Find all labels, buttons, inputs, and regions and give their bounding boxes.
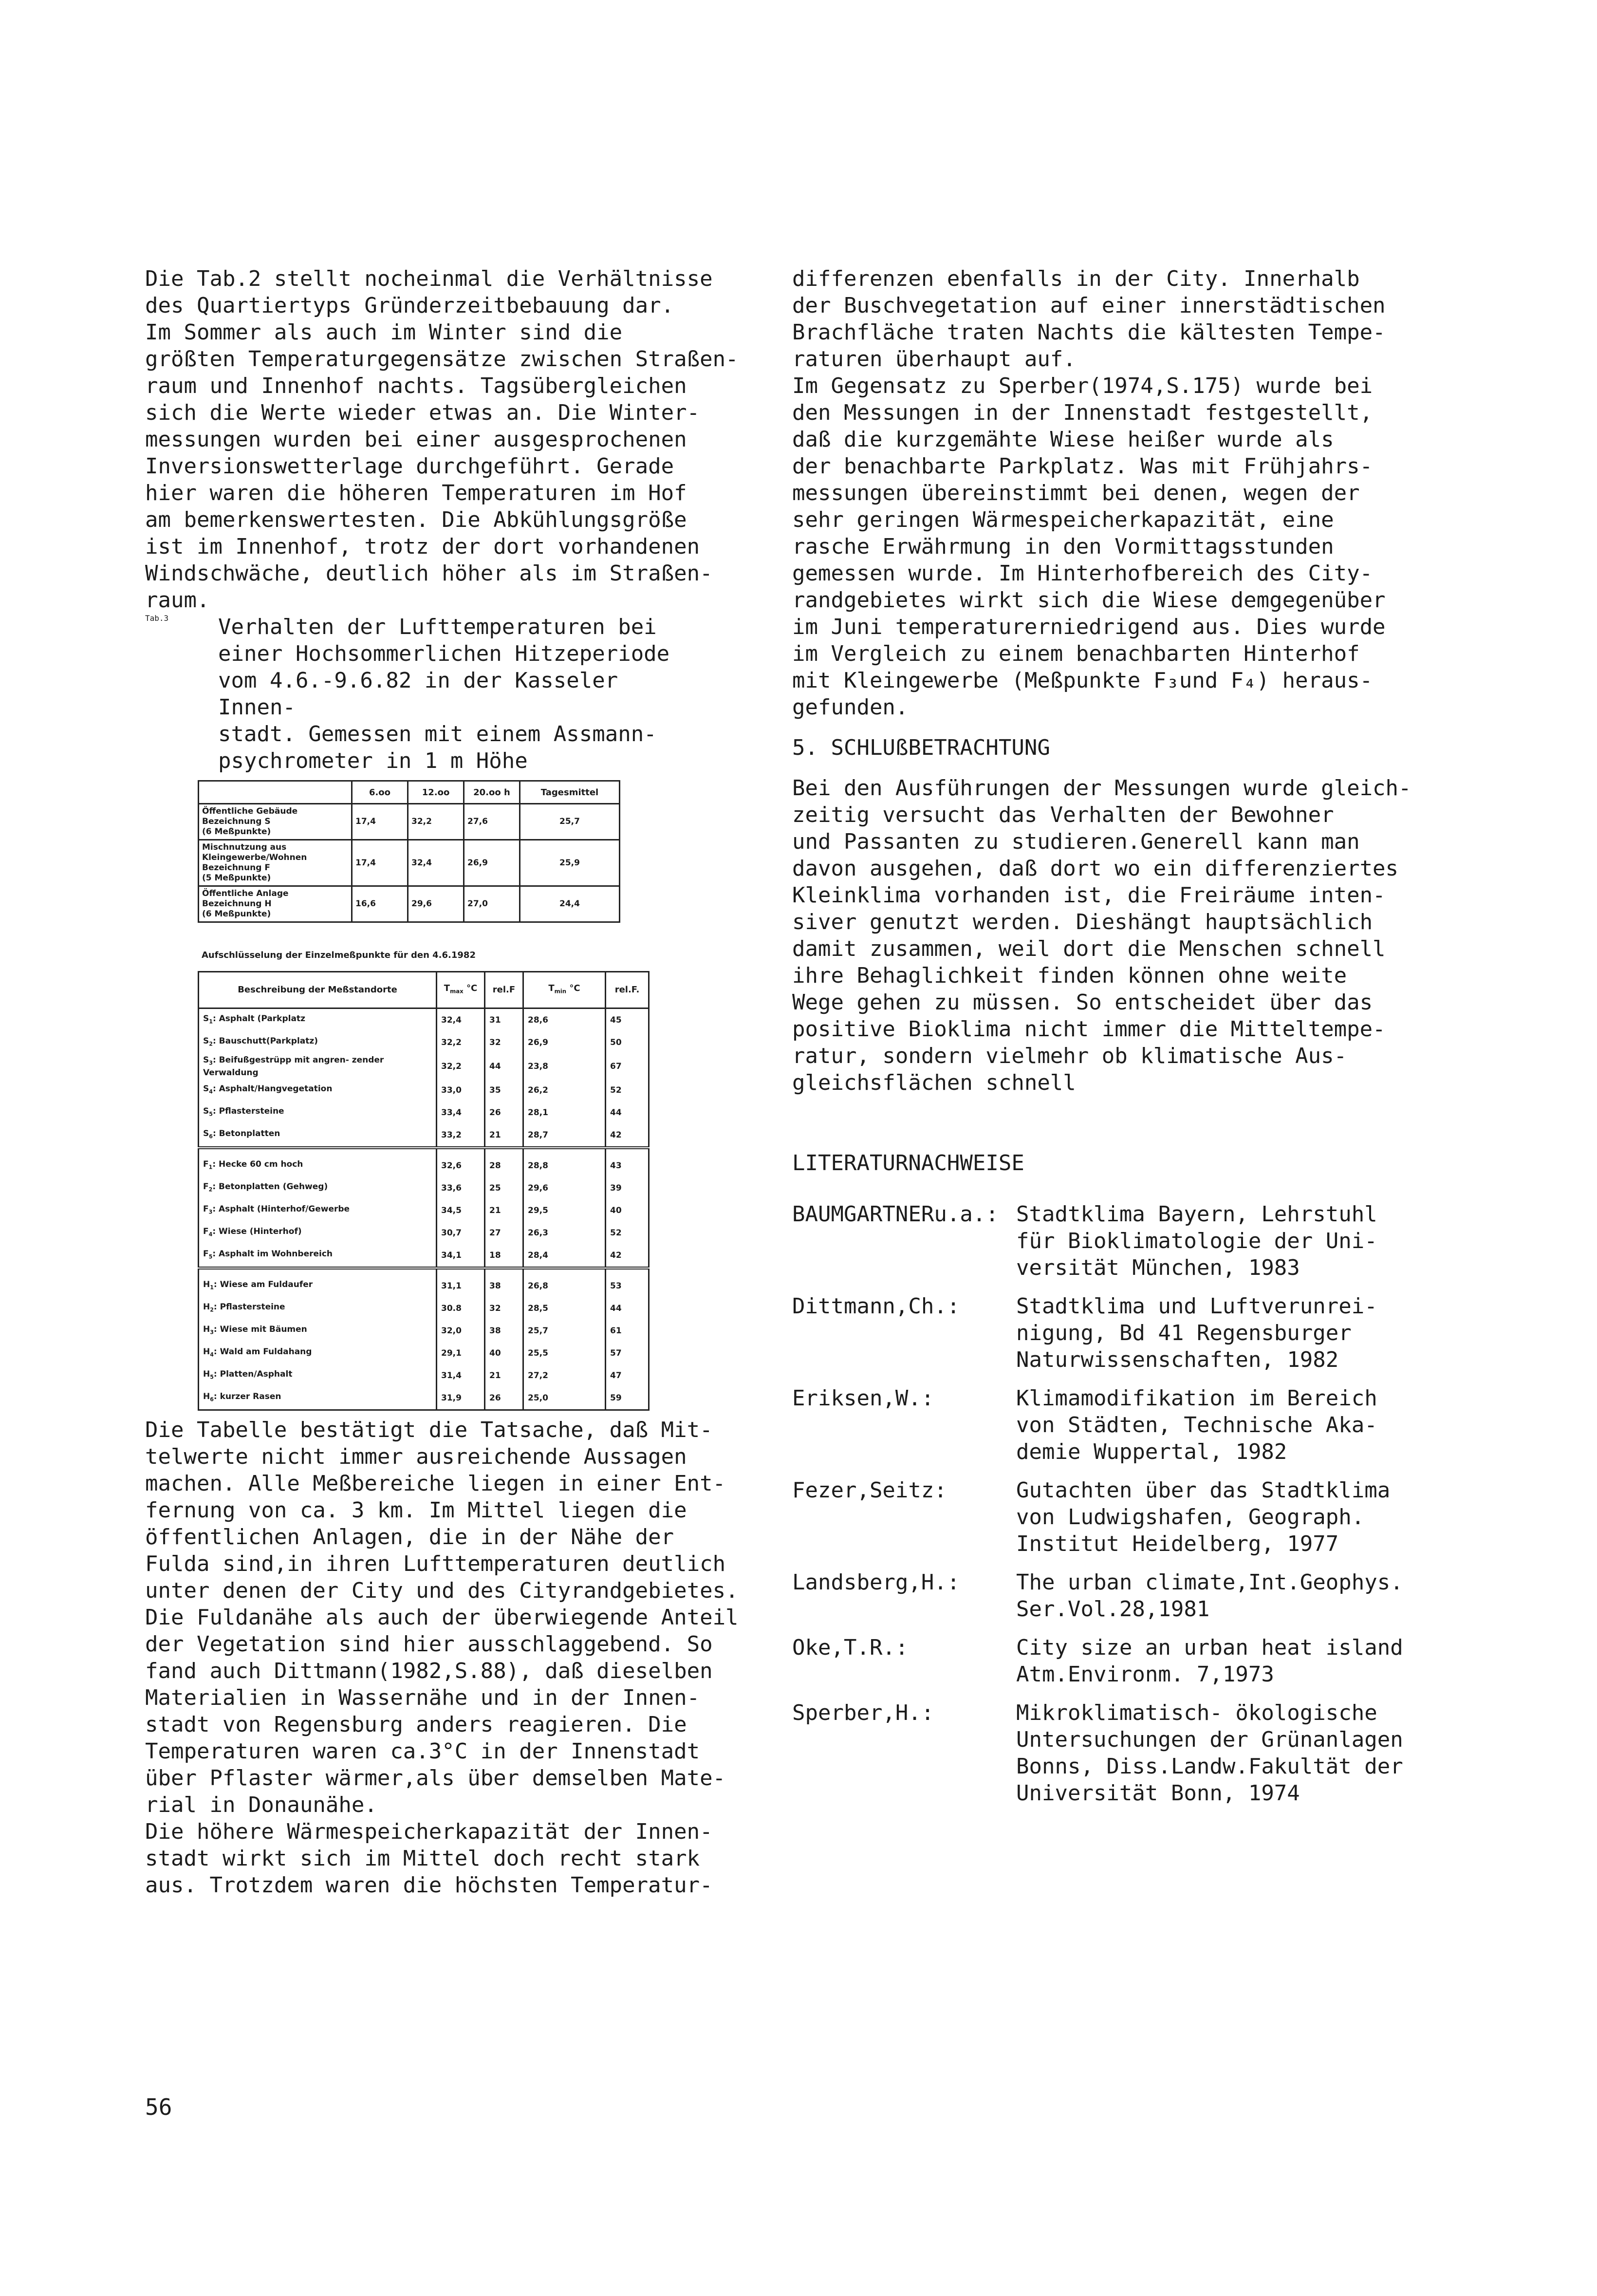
site-description: : kurzer Rasen [213, 1392, 281, 1402]
detail-value: 26 [485, 1387, 523, 1410]
detail-value: 44 [485, 1054, 523, 1079]
detail-value: 27,2 [523, 1364, 606, 1387]
table-row [199, 1177, 649, 1199]
reference-title: Mikroklimatisch- ökologische Untersuchungen der Grünanlagen Bonns, Diss.Landw.Fakultät der Universität Bonn, 1974 [1016, 1700, 1403, 1806]
table-row [199, 1124, 649, 1148]
left-column [145, 265, 773, 1899]
detail-value: 27 [485, 1222, 523, 1244]
site-index: 3 [210, 1329, 214, 1336]
site-index: 3 [208, 1209, 213, 1215]
detail-value: 21 [485, 1199, 523, 1222]
detail-value: 44 [606, 1297, 649, 1320]
site-index: 4 [210, 1351, 214, 1358]
table3-caption-text: Verhalten der Lufttemperaturen bei einer Hochsommerlichen Hitzeperiode vom 4.6.-9.6.82 in der Kasseler Innen- stadt. Gemessen mit einem Assmann- psychrometer in 1 m Höhe [218, 615, 670, 773]
desc-line: Öffentliche Gebäude [202, 806, 298, 816]
references-heading: LITERATURNACHWEISE [792, 1151, 1024, 1176]
page-number: 56 [145, 2094, 172, 2120]
detail-value: 18 [485, 1244, 523, 1268]
detail-value: 33,0 [437, 1079, 485, 1101]
detail-value: 28,4 [523, 1244, 606, 1268]
detail-value: 32,6 [437, 1148, 485, 1177]
detail-value: 26,8 [523, 1268, 606, 1297]
detail-value: 25,0 [523, 1387, 606, 1410]
section-heading: 5. SCHLUßBETRACHTUNG [792, 735, 1050, 760]
detail-table [198, 971, 650, 1411]
table-row [199, 1342, 649, 1364]
detail-description [199, 1148, 437, 1177]
detail-value: 47 [606, 1364, 649, 1387]
detail-value: 31 [485, 1008, 523, 1032]
table3-value: 27,6 [464, 804, 520, 840]
detail-value: 25,5 [523, 1342, 606, 1364]
desc-line: Kleingewerbe/Wohnen [202, 853, 307, 862]
detail-description [199, 1031, 437, 1054]
site-code: F [203, 1159, 209, 1170]
table3-description [199, 886, 352, 922]
site-index: 5 [209, 1111, 213, 1118]
detail-value: 52 [606, 1079, 649, 1101]
tmin-subscript: min [554, 988, 567, 995]
detail-value: 57 [606, 1342, 649, 1364]
detail-value: 40 [606, 1199, 649, 1222]
table-row [199, 1364, 649, 1387]
table-row [199, 1008, 649, 1032]
reference-item [792, 1569, 1440, 1623]
detail-header-description: Beschreibung der Meßstandorte [199, 972, 437, 1008]
site-description: : Wiese mit Bäumen [213, 1325, 307, 1335]
desc-line: (5 Meßpunkte) [202, 873, 271, 883]
site-code: H [203, 1302, 210, 1312]
detail-value: 38 [485, 1320, 523, 1342]
right-column [792, 265, 1440, 1818]
detail-value: 32,2 [437, 1054, 485, 1079]
detail-value: 32 [485, 1297, 523, 1320]
detail-value: 42 [606, 1124, 649, 1148]
table3-header-cell: 12.oo [408, 781, 464, 804]
table-row [199, 1387, 649, 1410]
detail-value: 23,8 [523, 1054, 606, 1079]
detail-value: 28 [485, 1148, 523, 1177]
table3-header-cell: 6.oo [352, 781, 408, 804]
tmax-symbol: T [444, 983, 450, 994]
detail-description [199, 1101, 437, 1124]
detail-value: 59 [606, 1387, 649, 1410]
detail-value: 33,4 [437, 1101, 485, 1124]
detail-value: 21 [485, 1364, 523, 1387]
site-code: S [203, 1013, 209, 1024]
detail-description [199, 1124, 437, 1148]
site-description: : Asphalt (Parkplatz [212, 1013, 305, 1024]
site-code: H [203, 1347, 210, 1357]
table3-value: 32,2 [408, 804, 464, 840]
reference-title: Gutachten über das Stadtklima von Ludwigshafen, Geograph. Institut Heidelberg, 1977 [1016, 1478, 1391, 1556]
site-index: 5 [208, 1253, 213, 1260]
table3-value: 25,7 [520, 804, 620, 840]
site-index: 6 [209, 1133, 213, 1140]
detail-value: 28,7 [523, 1124, 606, 1148]
detail-description [199, 1244, 437, 1268]
paragraph-schluss: Bei den Ausführungen der Messungen wurde gleich- zeitig versucht das Verhalten der Bewohner und Passanten zu studieren.Generell kann man davon ausgehen, daß dort wo ein differenziertes Kleinklima vorhanden ist, die Freiräume inten- siver genutzt werden. Dieshängt hauptsächlich damit zusammen, weil dort die Menschen schnell ihre Behaglichkeit finden können ohne weite Wege gehen zu müssen. So entscheidet über das positive Bioklima nicht immer die Mitteltempe- ratur, sondern vielmehr ob klimatische Aus- gleichsflächen schnell [792, 776, 1411, 1095]
paragraph-differenzen: differenzen ebenfalls in der City. Innerhalb der Buschvegetation auf einer innerstädtischen Brachfläche traten Nachts die kältesten Tempe- raturen überhaupt auf. Im Gegensatz zu Sperber(1974,S.175) wurde bei den Messungen in der Innenstadt festgestellt, daß die kurzgemähte Wiese heißer wurde als der benachbarte Parkplatz. Was mit Frühjahrs- messungen übereinstimmt bei denen, wegen der sehr geringen Wärmespeicherkapazität, eine rasche Erwährmung in den Vormittagsstunden gemessen wurde. Im Hinterhofbereich des City- randgebietes wirkt sich die Wiese demgegenüber im Juni temperaturerniedrigend aus. Dies wurde im Vergleich zu einem benachbarten Hinterhof mit Kleingewerbe (Meßpunkte F₃und F₄) heraus- gefunden. [792, 266, 1386, 720]
detail-value: 21 [485, 1124, 523, 1148]
detail-value: 28,5 [523, 1297, 606, 1320]
site-code: H [203, 1325, 210, 1335]
detail-value: 26,9 [523, 1031, 606, 1054]
table-row [199, 1079, 649, 1101]
detail-value: 29,5 [523, 1199, 606, 1222]
detail-value: 32,4 [437, 1008, 485, 1032]
tmax-subscript: max [450, 988, 464, 995]
site-code: H [203, 1392, 210, 1402]
detail-header-row [199, 972, 649, 1008]
detail-value: 31,4 [437, 1364, 485, 1387]
detail-value: 28,8 [523, 1148, 606, 1177]
reference-author: BAUMGARTNERu.a.: [792, 1202, 999, 1227]
site-code: F [203, 1204, 209, 1214]
detail-value: 26 [485, 1101, 523, 1124]
reference-author: Sperber,H.: [792, 1700, 934, 1725]
detail-description [199, 1297, 437, 1320]
site-description: : Wald am Fuldahang [213, 1347, 312, 1357]
table-row [199, 804, 620, 840]
site-code: S [203, 1036, 209, 1046]
detail-value: 67 [606, 1054, 649, 1079]
detail-value: 30.8 [437, 1297, 485, 1320]
desc-line: Bezeichnung S [202, 817, 271, 826]
table-row [199, 1244, 649, 1268]
site-description: : Betonplatten (Gehweg) [212, 1182, 328, 1192]
reference-author: Fezer,Seitz: [792, 1478, 947, 1503]
table3-value: 29,6 [408, 886, 464, 922]
table-row [199, 1054, 649, 1079]
table3-value: 27,0 [464, 886, 520, 922]
table3-caption [145, 614, 773, 774]
site-description: : Asphalt im Wohnbereich [212, 1249, 333, 1259]
detail-description [199, 1342, 437, 1364]
table3-value: 26,9 [464, 840, 520, 886]
site-description: : Betonplatten [212, 1129, 280, 1139]
table-row [199, 1297, 649, 1320]
detail-value: 53 [606, 1268, 649, 1297]
site-description: : Bauschutt(Parkplatz) [212, 1036, 318, 1046]
degree-unit: °C [569, 983, 580, 994]
detail-description [199, 1222, 437, 1244]
detail-value: 45 [606, 1008, 649, 1032]
reference-author: Dittmann,Ch.: [792, 1294, 960, 1319]
detail-description [199, 1054, 437, 1079]
detail-table-caption: Aufschlüsselung der Einzelmeßpunkte für den 4.6.1982 [202, 950, 476, 960]
detail-header-rel2: rel.F. [606, 972, 649, 1008]
detail-value: 34,1 [437, 1244, 485, 1268]
reference-item [792, 1634, 1440, 1688]
table-row [199, 886, 620, 922]
detail-table-body [199, 1008, 649, 1410]
detail-value: 30,7 [437, 1222, 485, 1244]
detail-description [199, 1387, 437, 1410]
detail-value: 61 [606, 1320, 649, 1342]
detail-value: 33,6 [437, 1177, 485, 1199]
detail-header-rel: rel.F [485, 972, 523, 1008]
table3 [198, 780, 620, 923]
detail-value: 29,1 [437, 1342, 485, 1364]
degree-unit: °C [466, 983, 478, 994]
table-row [199, 1031, 649, 1054]
table-row [199, 1222, 649, 1244]
detail-value: 43 [606, 1148, 649, 1177]
site-index: 2 [209, 1041, 213, 1047]
table3-label: Tab.3 [145, 614, 169, 623]
references-list [792, 1201, 1440, 1807]
site-description: : Wiese am Fuldaufer [213, 1280, 313, 1290]
detail-description [199, 1008, 437, 1032]
desc-line: Bezeichnung H [202, 899, 272, 909]
table3-value: 17,4 [352, 840, 408, 886]
detail-description [199, 1364, 437, 1387]
reference-item [792, 1699, 1440, 1807]
site-code: S [203, 1084, 209, 1094]
site-description: : Wiese (Hinterhof) [212, 1227, 302, 1237]
table-row [199, 1101, 649, 1124]
detail-value: 42 [606, 1244, 649, 1268]
detail-value: 34,5 [437, 1199, 485, 1222]
site-index: 4 [209, 1088, 213, 1095]
detail-value: 29,6 [523, 1177, 606, 1199]
table3-header-row [199, 781, 620, 804]
detail-value: 32,2 [437, 1031, 485, 1054]
detail-value: 38 [485, 1268, 523, 1297]
detail-value: 31,9 [437, 1387, 485, 1410]
reference-item [792, 1201, 1440, 1281]
reference-title: Klimamodifikation im Bereich von Städten, Technische Aka- demie Wuppertal, 1982 [1016, 1386, 1377, 1464]
paragraph-quartiertyp: Die Tab.2 stellt nocheinmal die Verhältnisse des Quartiertyps Gründerzeitbebauung dar. Im Sommer als auch im Winter sind die größten Temperaturgegensätze zwischen Straßen- raum und Innenhof nachts. Tagsübergleichen sich die Werte wieder etwas an. Die Winter- messungen wurden bei einer ausgesprochenen Inversionswetterlage durchgeführt. Gerade hier waren die höheren Temperaturen im Hof am bemerkenswertesten. Die Abkühlungsgröße ist im Innenhof, trotz der dort vorhandenen Windschwäche, deutlich höher als im Straßen- raum. [145, 266, 739, 613]
detail-value: 32,0 [437, 1320, 485, 1342]
detail-header-tmax [437, 972, 485, 1008]
table-row [199, 1148, 649, 1177]
site-index: 6 [210, 1396, 214, 1403]
site-code: S [203, 1129, 209, 1139]
site-index: 2 [208, 1186, 213, 1193]
detail-value: 28,6 [523, 1008, 606, 1032]
detail-value: 32 [485, 1031, 523, 1054]
site-description: : Beifußgestrüpp mit angren- zender Verwaldung [203, 1055, 384, 1078]
detail-description [199, 1268, 437, 1297]
site-code: H [203, 1369, 210, 1380]
desc-line: Bezeichnung F [202, 863, 270, 873]
detail-header-tmin [523, 972, 606, 1008]
site-index: 5 [210, 1374, 214, 1381]
site-code: F [203, 1227, 209, 1237]
tmin-symbol: T [548, 983, 555, 994]
table3-value: 17,4 [352, 804, 408, 840]
site-code: H [203, 1280, 210, 1290]
desc-line: (6 Meßpunkte) [202, 909, 271, 919]
reference-item [792, 1385, 1440, 1465]
desc-line: (6 Meßpunkte) [202, 827, 271, 837]
detail-description [199, 1079, 437, 1101]
reference-item [792, 1477, 1440, 1557]
detail-description [199, 1199, 437, 1222]
table3-header-cell: Tagesmittel [520, 781, 620, 804]
paragraph-tabelle: Die Tabelle bestätigt die Tatsache, daß Mit- telwerte nicht immer ausreichende Aussagen machen. Alle Meßbereiche liegen in einer Ent- fernung von ca. 3 km. Im Mittel liegen die öffentlichen Anlagen, die in der Nähe der Fulda sind,in ihren Lufttemperaturen deutlich unter denen der City und des Cityrandgebietes. Die Fuldanähe als auch der überwiegende Anteil der Vegetation sind hier ausschlaggebend. So fand auch Dittmann(1982,S.88), daß dieselben Materialien in Wassernähe und in der Innen- stadt von Regensburg anders reagieren. Die Temperaturen waren ca.3°C in der Innenstadt über Pflaster wärmer,als über demselben Mate- rial in Donaunähe. Die höhere Wärmespeicherkapazität der Innen- stadt wirkt sich im Mittel doch recht stark aus. Trotzdem waren die höchsten Temperatur- [145, 1418, 739, 1898]
detail-description [199, 1320, 437, 1342]
table-row [199, 1268, 649, 1297]
table3-value: 25,9 [520, 840, 620, 886]
site-description: : Asphalt (Hinterhof/Gewerbe [212, 1204, 350, 1214]
site-index: 1 [209, 1018, 213, 1025]
site-description: : Platten/Asphalt [213, 1369, 293, 1380]
reference-author: Eriksen,W.: [792, 1386, 934, 1411]
detail-value: 44 [606, 1101, 649, 1124]
site-description: : Pflastersteine [213, 1302, 285, 1312]
detail-value: 39 [606, 1177, 649, 1199]
table-row [199, 1320, 649, 1342]
table3-value: 32,4 [408, 840, 464, 886]
reference-author: Landsberg,H.: [792, 1570, 960, 1595]
site-index: 2 [210, 1307, 214, 1313]
table3-header-cell: 20.oo h [464, 781, 520, 804]
site-description: : Asphalt/Hangvegetation [212, 1084, 333, 1094]
detail-value: 25,7 [523, 1320, 606, 1342]
reference-author: Oke,T.R.: [792, 1635, 909, 1660]
reference-title: Stadtklima und Luftverunrei- nigung, Bd 41 Regensburger Naturwissenschaften, 1982 [1016, 1294, 1377, 1372]
reference-title: The urban climate,Int.Geophys. Ser.Vol.28,1981 [1016, 1570, 1403, 1622]
site-index: 1 [210, 1284, 214, 1291]
site-index: 1 [208, 1164, 213, 1171]
detail-description [199, 1177, 437, 1199]
table3-description [199, 840, 352, 886]
table-row [199, 840, 620, 886]
detail-value: 25 [485, 1177, 523, 1199]
site-code: F [203, 1182, 209, 1192]
table3-header-cell [199, 781, 352, 804]
site-code: F [203, 1249, 209, 1259]
reference-title: Stadtklima Bayern, Lehrstuhl für Bioklimatologie der Uni- versität München, 1983 [1016, 1202, 1377, 1280]
detail-value: 28,1 [523, 1101, 606, 1124]
desc-line: Mischnutzung aus [202, 842, 287, 852]
detail-value: 26,3 [523, 1222, 606, 1244]
table-row [199, 1199, 649, 1222]
detail-value: 31,1 [437, 1268, 485, 1297]
desc-line: Öffentliche Anlage [202, 889, 289, 898]
detail-value: 33,2 [437, 1124, 485, 1148]
site-description: : Pflastersteine [212, 1106, 284, 1117]
site-index: 4 [208, 1231, 213, 1238]
detail-value: 26,2 [523, 1079, 606, 1101]
reference-title: City size an urban heat island Atm.Environm. 7,1973 [1016, 1635, 1403, 1687]
site-code: S [203, 1106, 209, 1117]
table3-value: 16,6 [352, 886, 408, 922]
detail-value: 40 [485, 1342, 523, 1364]
detail-value: 50 [606, 1031, 649, 1054]
table3-description [199, 804, 352, 840]
site-description: : Hecke 60 cm hoch [212, 1159, 303, 1170]
table3-value: 24,4 [520, 886, 620, 922]
detail-value: 35 [485, 1079, 523, 1101]
site-index: 3 [209, 1060, 213, 1066]
reference-item [792, 1293, 1440, 1373]
site-code: S [203, 1055, 209, 1065]
detail-value: 52 [606, 1222, 649, 1244]
